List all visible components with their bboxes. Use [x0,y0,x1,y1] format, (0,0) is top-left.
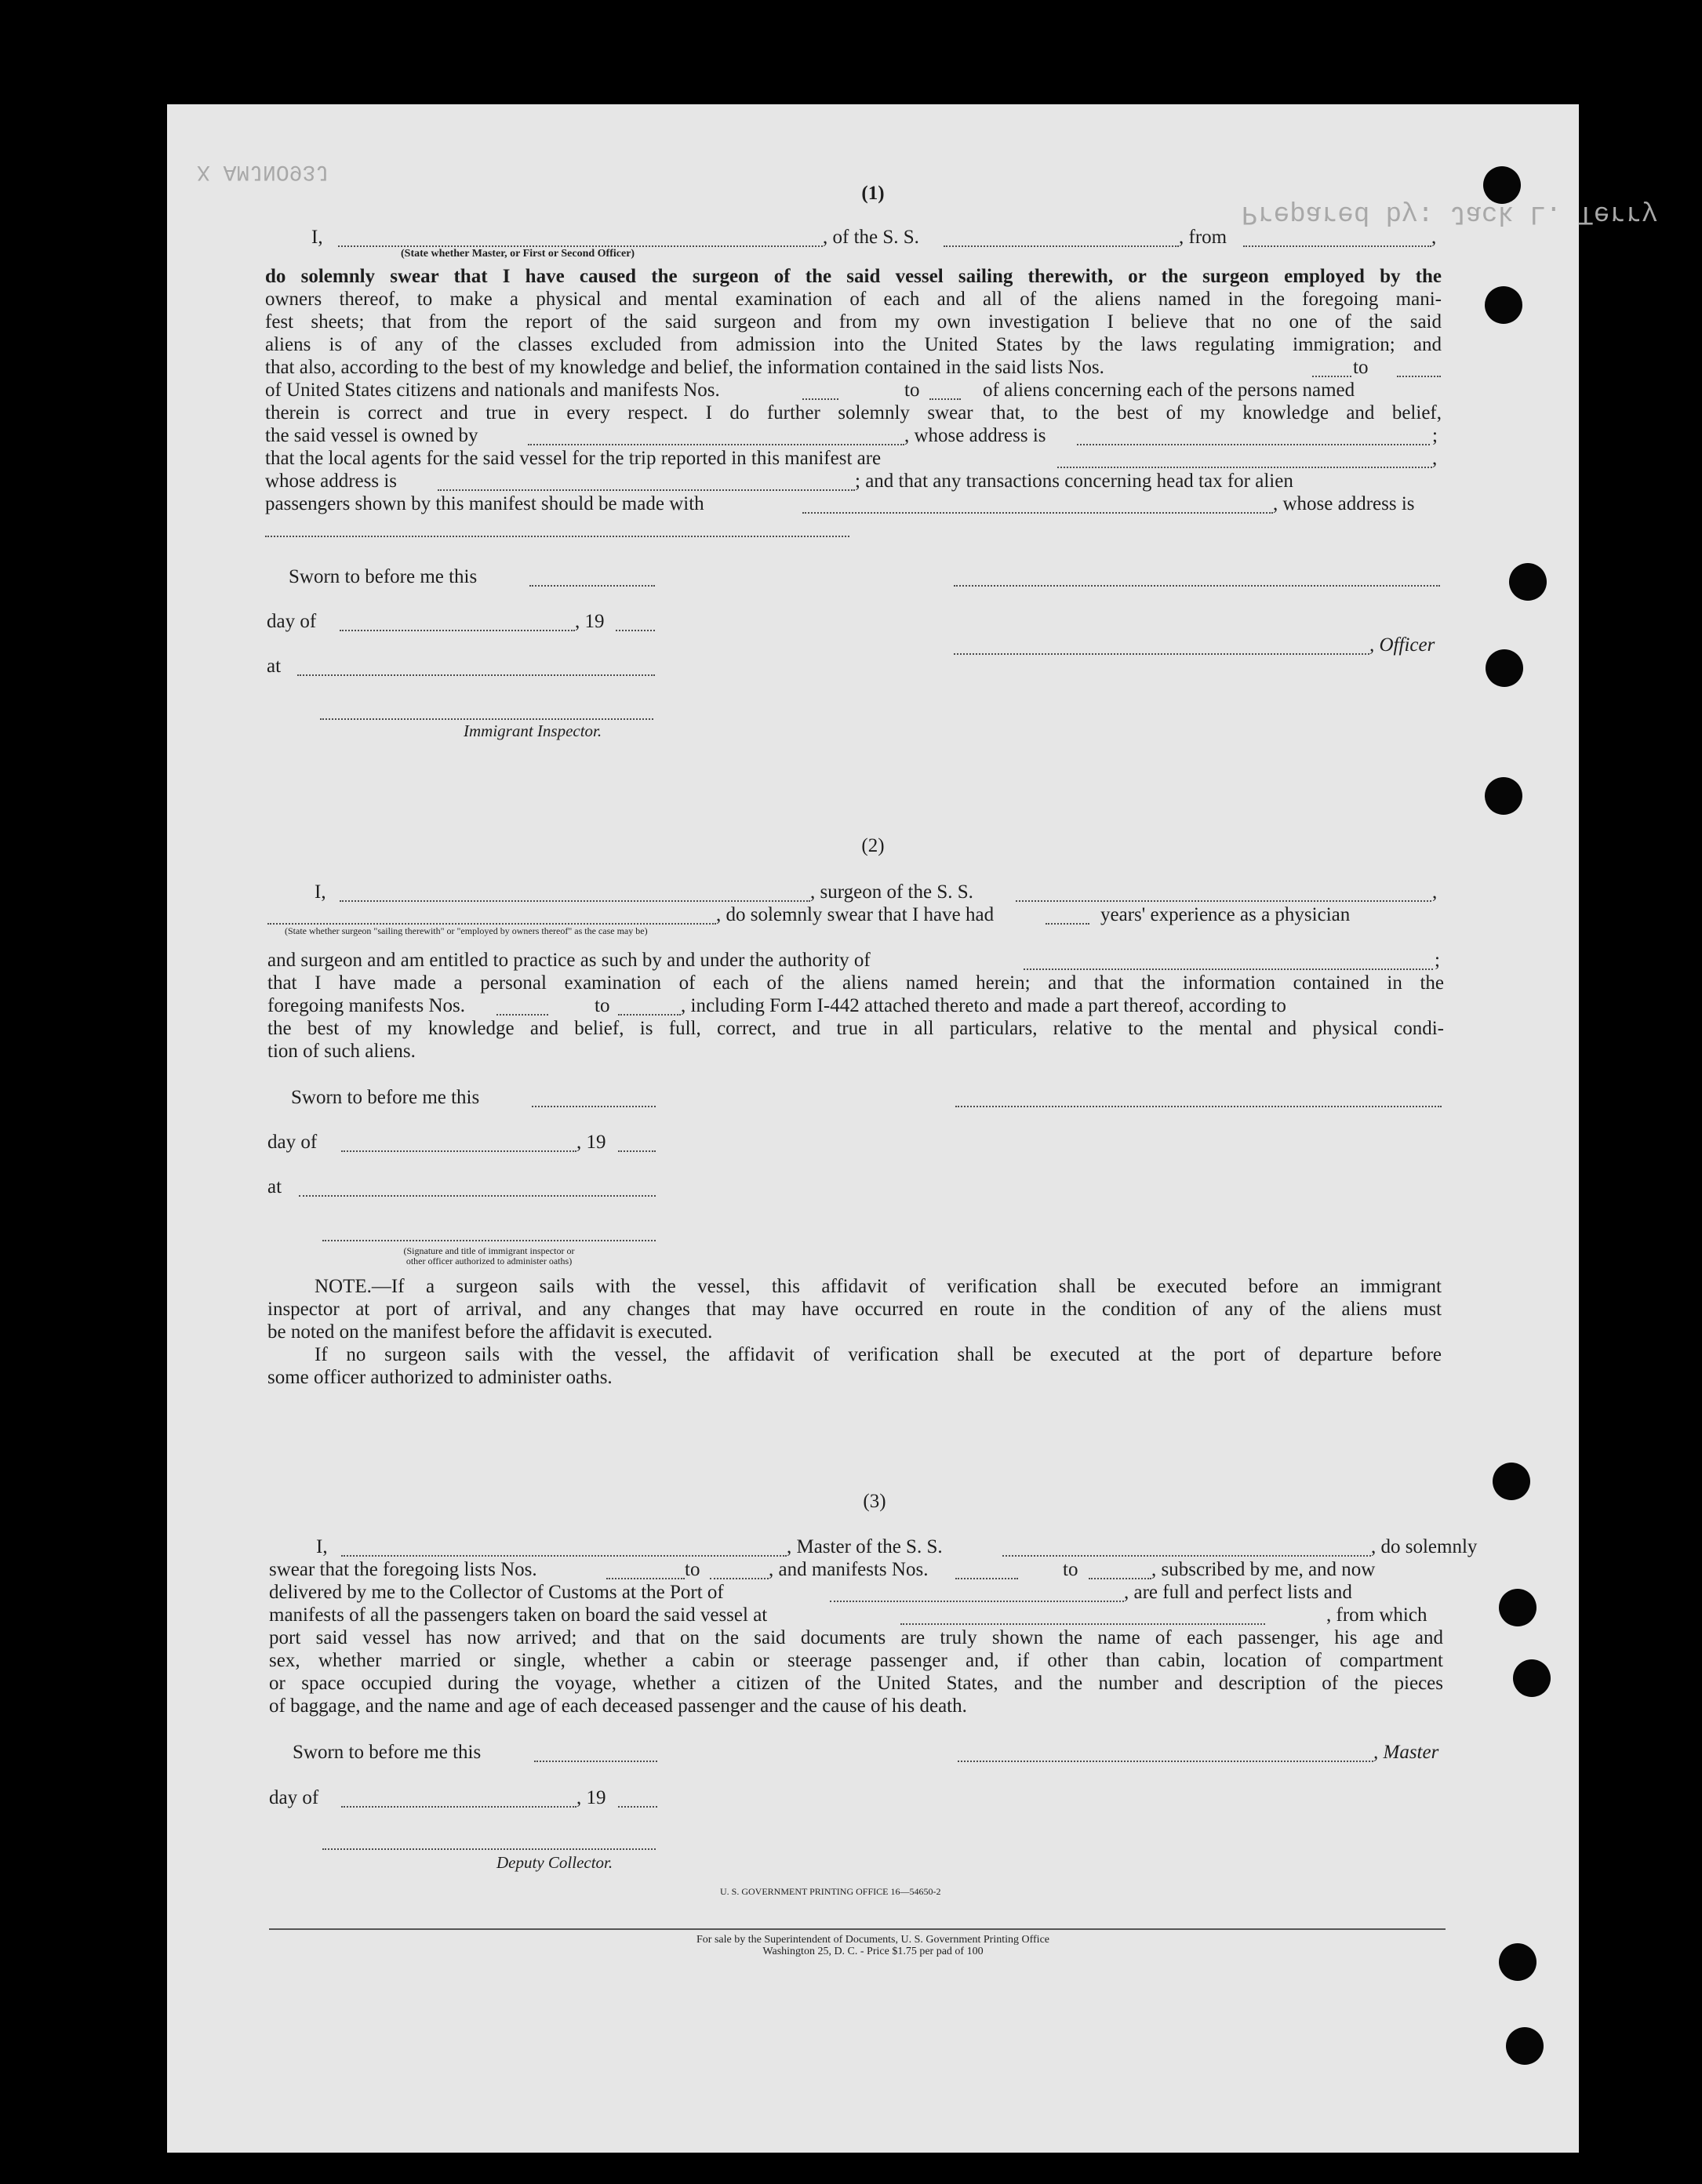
s3-line: or space occupied during the voyage, whether a citizen of the United States, and the number and description of the pieces [269,1673,1443,1694]
s2-19: , 19 [576,1132,606,1153]
s3-and-manifests: , and manifests Nos. [769,1559,929,1580]
s3-collector-sig-line [322,1848,656,1850]
sale-notice: Washington 25, D. C. - Price $1.75 per pad of 100 [762,1946,984,1957]
s2-note-line: some officer authorized to administer oaths. [267,1367,613,1388]
s2-note-line: inspector at port of arrival, and any changes that may have occurred en route in the condition of any of the aliens must [267,1299,1442,1320]
s1-year-blank [616,630,655,631]
s3-lists-from-blank [606,1578,685,1579]
s2-surgeon-type-blank [267,923,716,925]
s2-years-experience: years' experience as a physician [1100,904,1351,925]
s3-name-blank [341,1555,787,1557]
s3-master-sig-line [958,1761,1373,1762]
s2-i-label: I, [315,881,326,903]
s2-name-blank [340,900,810,902]
s2-sig-caption: (Signature and title of immigrant inspector or [403,1245,575,1256]
s3-day-of: day of [269,1787,319,1808]
s2-including: , including Form I-442 attached thereto and made a part thereof, according to [681,995,1286,1016]
s1-manifests-to-blank [929,398,961,400]
s3-delivered: delivered by me to the Collector of Customs at the Port of [269,1582,724,1603]
s1-from-blank [1243,245,1431,247]
bleed-through-stamp: Prepared by: Jack L. Terry [1242,198,1658,228]
s2-nos-from-blank [496,1014,548,1016]
punch-hole [1485,777,1522,815]
s1-at: at [267,656,282,677]
s1-lists-nos: that also, according to the best of my knowledge and belief, the information contained in the said lists Nos. [265,357,1104,378]
s2-solemnly-had: , do solemnly swear that I have had [716,904,995,925]
s3-from-which: , from which [1326,1604,1427,1626]
s1-sworn-day-blank [529,585,655,587]
s2-surgeon-caption: (State whether surgeon "sailing therewith" or "employed by owners thereof" as the case may be) [285,925,648,936]
s1-lists-to-blank [1397,376,1441,377]
s2-foregoing-nos: foregoing manifests Nos. [267,995,466,1016]
s2-surgeon-sig-line [955,1106,1442,1107]
s3-master-of: , Master of the S. S. [787,1536,943,1557]
s1-manifests-from-blank [802,398,838,400]
s1-line: fest sheets; that from the report of the said surgeon and from my own investigation I believe that no one of the said [265,311,1442,333]
punch-hole [1499,1943,1537,1981]
s2-authority-blank [1024,968,1433,970]
s3-lists-to-blank [710,1578,769,1579]
s1-agents-address-blank [438,489,855,491]
s2-close: , [1432,881,1438,903]
s1-close: , [1431,227,1437,248]
s1-at-blank [297,674,655,676]
s1-made-with: passengers shown by this manifest should be made with [265,493,704,514]
s1-day-of: day of [267,611,317,632]
s2-line: the best of my knowledge and belief, is full, correct, and true in all particulars, relative to the mental and physical condi- [267,1018,1444,1039]
s3-swear-lists: swear that the foregoing lists Nos. [269,1559,537,1580]
form-page [167,104,1658,2153]
s1-owner-address-blank [1077,444,1430,445]
s1-whose-address: , whose address is [904,425,1046,446]
s1-month-blank [340,630,575,631]
s1-officer-sig-line-1 [954,585,1440,587]
punch-hole [1486,649,1523,687]
s1-head-tax: ; and that any transactions concerning head tax for alien [855,471,1293,492]
punch-hole [1499,1589,1537,1626]
s2-years-blank [1046,923,1089,925]
s1-lists-from-blank [1312,376,1351,377]
s1-head-tax-blank [802,512,1273,514]
s1-officer-label: , Officer [1369,634,1435,656]
s1-to: to [1353,357,1369,378]
s3-vessel-blank [1002,1555,1371,1557]
s3-year-blank [618,1806,657,1808]
s2-vessel-blank [1016,900,1431,902]
s3-collector-label: Deputy Collector. [496,1853,613,1872]
s1-officer-blank [338,245,823,247]
s1-officer-sig-line-2 [954,653,1369,655]
s1-semicolon: ; [1432,425,1438,446]
s3-line: port said vessel has now arrived; and that on the said documents are truly shown the name of each passenger, his age and [269,1627,1443,1648]
s1-agents-blank [1057,467,1432,468]
s3-month-blank [341,1806,576,1808]
s1-vessel-blank [944,245,1179,247]
s1-owned-by: the said vessel is owned by [265,425,478,446]
s2-inspector-sig-line [322,1240,656,1241]
s1-officer-caption: (State whether Master, or First or Second Officer) [401,248,635,260]
s2-at-blank [299,1195,656,1197]
s3-19: , 19 [576,1787,606,1808]
section-2-number: (2) [861,835,885,856]
s1-line: owners thereof, to make a physical and mental examination of each and all of the aliens named in the foregoing mani- [265,289,1442,310]
s2-to: to [595,995,610,1016]
s1-aliens-concerning: of aliens concerning each of the persons named [983,380,1355,401]
s3-i-label: I, [316,1536,328,1557]
s1-final-address-blank [265,536,849,537]
s1-local-agents: that the local agents for the said vessel for the trip reported in this manifest are [265,448,882,469]
s2-note-line: NOTE.—If a surgeon sails with the vessel, this affidavit of verification shall be executed before an immigrant [315,1276,1442,1297]
s1-line: aliens is of any of the classes excluded from admission into the United States by the laws regulating immigration; and [265,334,1442,355]
s1-from: , from [1179,227,1227,248]
s1-inspector-label: Immigrant Inspector. [464,721,602,740]
s3-master-label: , Master [1373,1742,1439,1763]
punch-hole [1485,286,1522,324]
s2-semicolon: ; [1435,950,1440,971]
s3-manifests-from-blank [955,1578,1018,1579]
s2-sig-caption: other officer authorized to administer oaths) [405,1256,573,1266]
section-3-number: (3) [863,1491,886,1512]
s3-solemnly: , do solemnly [1371,1536,1478,1557]
s2-note-line: be noted on the manifest before the affidavit is executed. [267,1321,713,1343]
s1-sworn: Sworn to before me this [289,566,478,587]
s2-nos-to-blank [618,1014,681,1016]
s2-line: that I have made a personal examination of each of the aliens named herein; and that the information contained in the [267,972,1444,994]
s2-sworn-day-blank [532,1106,656,1107]
s2-year-blank [618,1150,656,1152]
s1-of-ss: , of the S. S. [823,227,919,248]
s2-month-blank [341,1150,576,1152]
s1-i-label: I, [311,227,323,248]
s2-at: at [267,1176,282,1197]
gpo-imprint: U. S. GOVERNMENT PRINTING OFFICE 16—54650-2 [720,1886,941,1897]
s2-note-line: If no surgeon sails with the vessel, the affidavit of verification shall be executed at the port of departure before [315,1344,1442,1365]
s1-owner-blank [528,444,904,445]
s1-to: to [904,380,920,401]
s3-subscribed: , subscribed by me, and now [1151,1559,1376,1580]
s2-day-of: day of [267,1132,318,1153]
s1-agents-address: whose address is [265,471,398,492]
sale-notice: For sale by the Superintendent of Documents, U. S. Government Printing Office [696,1934,1049,1946]
s3-line: sex, whether married or single, whether a cabin or steerage passenger and, if other than cabin, location of compartment [269,1650,1443,1671]
s3-origin-blank [900,1623,1265,1625]
s3-to: to [1063,1559,1078,1580]
punch-hole [1506,2027,1544,2065]
s3-manifests-to-blank [1089,1578,1151,1579]
punch-hole [1509,563,1547,601]
s1-line: therein is correct and true in every respect. I do further solemnly swear that, to the best of my knowledge and belief, [265,402,1442,423]
s2-line: tion of such aliens. [267,1041,416,1062]
s3-sworn: Sworn to before me this [293,1742,482,1763]
s3-full-lists: , are full and perfect lists and [1124,1582,1352,1603]
s1-comma: , [1432,448,1438,469]
s2-authority: and surgeon and am entitled to practice as such by and under the authority of [267,950,871,971]
section-1-number: (1) [861,183,885,204]
s3-line: of baggage, and the name and age of each deceased passenger and the cause of his death. [269,1695,967,1717]
s3-manifests-all: manifests of all the passengers taken on board the said vessel at [269,1604,768,1626]
s3-to: to [685,1559,700,1580]
s3-port-blank [830,1601,1124,1602]
footer-rule [269,1928,1446,1930]
s2-surgeon-of: , surgeon of the S. S. [810,881,973,903]
s1-19: , 19 [575,611,605,632]
s1-whose-address-end: , whose address is [1273,493,1415,514]
s2-sworn: Sworn to before me this [291,1087,480,1108]
s3-sworn-day-blank [534,1761,657,1762]
s1-line: do solemnly swear that I have caused the surgeon of the said vessel sailing therewith, or the surgeon employed by the [265,266,1442,287]
bleed-through-stamp: X AMJNO93J [197,159,329,184]
punch-hole [1493,1463,1530,1500]
s1-manifests-nos: of United States citizens and nationals and manifests Nos. [265,380,720,401]
punch-hole [1513,1659,1551,1697]
